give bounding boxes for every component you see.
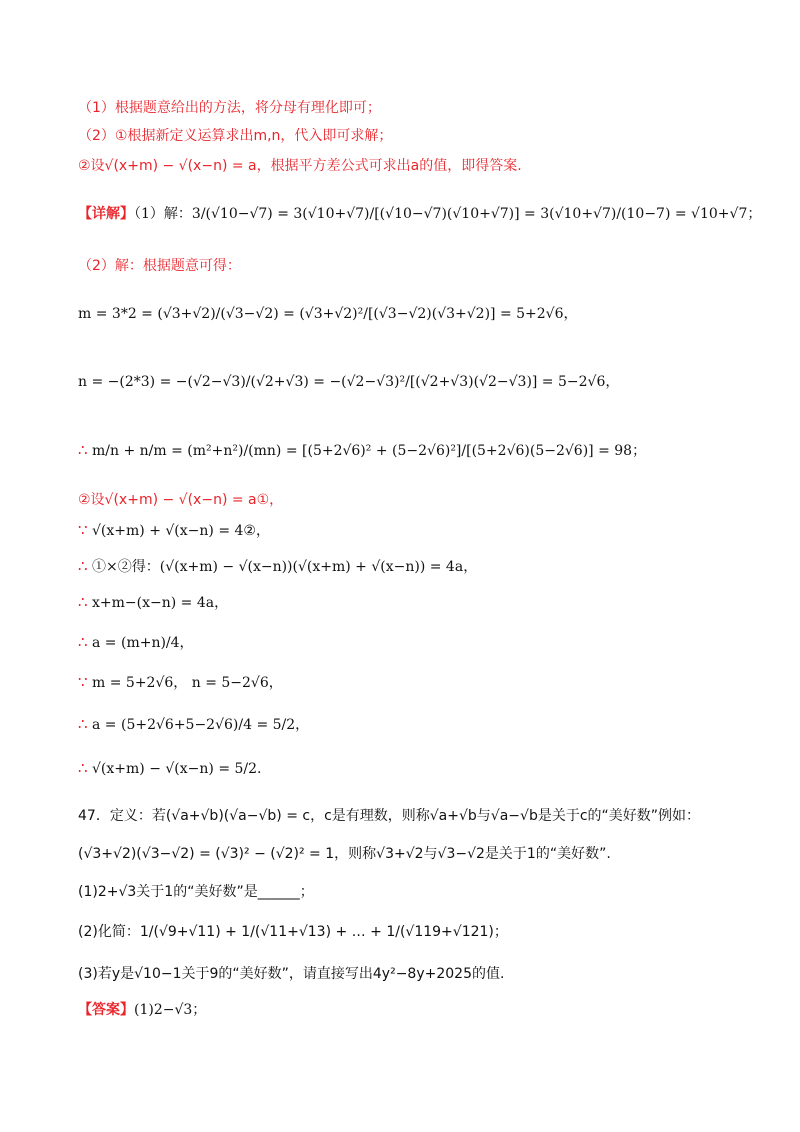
question-3: (3)若y是√10−1关于9的“美好数”，请直接写出4y²−8y+2025的值.: [78, 966, 505, 982]
mn-values: m = 5+2√6， n = 5−2√6，: [92, 675, 283, 691]
therefore-symbol: ∴: [78, 633, 88, 651]
therefore-symbol: ∴: [78, 759, 88, 777]
mn-ratio-line: [78, 440, 646, 461]
solution-line-2: （2）解：根据题意可得：: [78, 258, 241, 274]
therefore-symbol: ∴: [78, 593, 88, 611]
n-formula: n = −(2*3) = −(√2−√3)/(√2+√3) = −(√2−√3)²/[(√2+√3)(√2−√3)] = 5−2√6，: [78, 374, 620, 390]
question-2: (2)化简：1/(√9+√11) + 1/(√11+√13) + … + 1/(√119+√121)；: [78, 924, 508, 940]
equation-2: √(x+m) + √(x−n) = 4②，: [92, 523, 270, 539]
question-1: (1)2+√3关于1的“美好数”是______；: [78, 884, 314, 900]
a-expression: a = (m+n)/4，: [92, 635, 194, 651]
answer-label: 【答案】: [78, 1002, 134, 1018]
therefore-symbol: ∴: [78, 557, 88, 575]
final-line: [78, 758, 261, 779]
simplify-line: [78, 592, 228, 613]
a-value-line: [78, 714, 309, 735]
mn-ratio-formula: m/n + n/m = (m²+n²)/(mn) = [(5+2√6)² + (5−2√6)²]/[(5+2√6)(5−2√6)] = 98；: [92, 443, 647, 459]
because-symbol: ∵: [78, 521, 88, 539]
mn-values-line: [78, 672, 283, 693]
because-line-1: [78, 520, 270, 541]
solution-line-1: [78, 204, 761, 224]
hint-line-2: （2）①根据新定义运算求出m,n，代入即可求解；: [78, 128, 393, 144]
hint-line-3: ②设√(x+m) − √(x−n) = a，根据平方差公式可求出a的值，即得答案.: [78, 158, 522, 174]
problem-47-definition: 47．定义：若(√a+√b)(√a−√b) = c，c是有理数，则称√a+√b与√a−√b是关于c的“美好数”例如：: [78, 808, 701, 824]
detail-label: 【详解】: [78, 206, 134, 222]
answer-line: [78, 1000, 206, 1020]
simplify-formula: x+m−(x−n) = 4a，: [92, 595, 229, 611]
answer-1: (1)2−√3；: [134, 1002, 207, 1018]
therefore-symbol: ∴: [78, 441, 88, 459]
therefore-symbol: ∴: [78, 715, 88, 733]
a-value: a = (5+2√6+5−2√6)/4 = 5/2，: [92, 717, 310, 733]
solution-1-formula: （1）解：3/(√10−√7) = 3(√10+√7)/[(√10−√7)(√10+√7)] = 3(√10+√7)/(10−7) = √10+√7；: [134, 206, 762, 222]
hint-line-1: （1）根据题意给出的方法，将分母有理化即可；: [78, 100, 381, 116]
because-symbol: ∵: [78, 673, 88, 691]
multiply-line: [78, 556, 477, 577]
problem-47-example: (√3+√2)(√3−√2) = (√3)² − (√2)² = 1，则称√3+√2与√3−√2是关于1的“美好数”.: [78, 846, 611, 862]
final-result: √(x+m) − √(x−n) = 5/2.: [92, 761, 262, 777]
multiply-formula: ①×②得：(√(x+m) − √(x−n))(√(x+m) + √(x−n)) = 4a，: [92, 559, 478, 575]
m-formula: m = 3*2 = (√3+√2)/(√3−√2) = (√3+√2)²/[(√3−√2)(√3+√2)] = 5+2√6，: [78, 306, 578, 322]
a-expression-line: [78, 632, 194, 653]
part2-setup: ②设√(x+m) − √(x−n) = a①，: [78, 492, 284, 508]
